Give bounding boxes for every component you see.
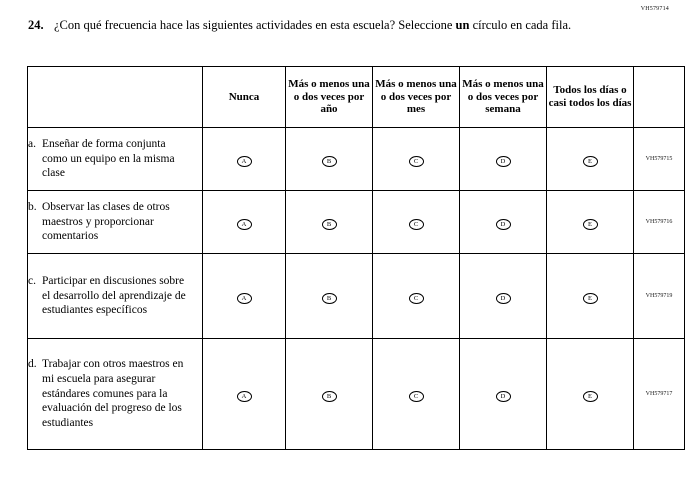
row-b-label: b. xyxy=(28,200,37,213)
row-c-option-4[interactable] xyxy=(460,254,547,339)
header-option-ano: Más o menos una o dos veces por año xyxy=(286,67,373,128)
radio-bubble-d2[interactable]: B xyxy=(322,391,337,402)
table-row xyxy=(28,128,685,191)
row-c-option-3[interactable] xyxy=(373,254,460,339)
radio-bubble-b4[interactable]: D xyxy=(496,219,511,230)
row-a-text: Enseñar de forma conjunta como un equipo en la misma clase xyxy=(42,137,175,180)
radio-bubble-a4[interactable]: D xyxy=(496,156,511,167)
row-b-text: Observar las clases de otros maestros y proporcionar comentarios xyxy=(42,200,170,243)
header-item-column xyxy=(28,67,203,128)
row-c-option-2[interactable] xyxy=(286,254,373,339)
table-row xyxy=(28,339,685,450)
row-b-id: VH579716 xyxy=(634,191,685,254)
row-b-option-2[interactable] xyxy=(286,191,373,254)
radio-bubble-a2[interactable]: B xyxy=(322,156,337,167)
row-d-label: d. xyxy=(28,358,37,371)
response-grid xyxy=(27,66,685,450)
header-id-column xyxy=(634,67,685,128)
row-b-option-1[interactable] xyxy=(203,191,286,254)
row-a-id: VH579715 xyxy=(634,128,685,191)
question-text xyxy=(54,18,571,34)
row-a-option-5[interactable] xyxy=(547,128,634,191)
radio-bubble-d3[interactable]: C xyxy=(409,391,424,402)
header-option-semana: Más o menos una o dos veces por semana xyxy=(460,67,547,128)
radio-bubble-c1[interactable]: A xyxy=(237,293,252,304)
radio-bubble-c3[interactable]: C xyxy=(409,293,424,304)
row-d-item xyxy=(28,339,203,450)
radio-bubble-b1[interactable]: A xyxy=(237,219,252,230)
radio-bubble-d5[interactable]: E xyxy=(583,391,598,402)
question-prompt xyxy=(28,18,628,34)
grid-header xyxy=(28,67,685,128)
table-row xyxy=(28,254,685,339)
row-a-option-2[interactable] xyxy=(286,128,373,191)
row-d-option-3[interactable] xyxy=(373,339,460,450)
row-c-option-5[interactable] xyxy=(547,254,634,339)
table-row xyxy=(28,191,685,254)
radio-bubble-c4[interactable]: D xyxy=(496,293,511,304)
radio-bubble-c5[interactable]: E xyxy=(583,293,598,304)
row-d-option-4[interactable] xyxy=(460,339,547,450)
row-a-option-1[interactable] xyxy=(203,128,286,191)
header-option-mes: Más o menos una o dos veces por mes xyxy=(373,67,460,128)
header-option-nunca: Nunca xyxy=(203,67,286,128)
row-b-option-4[interactable] xyxy=(460,191,547,254)
row-d-option-5[interactable] xyxy=(547,339,634,450)
row-c-id: VH579719 xyxy=(634,254,685,339)
row-c-label: c. xyxy=(28,274,36,287)
radio-bubble-a5[interactable]: E xyxy=(583,156,598,167)
radio-bubble-a3[interactable]: C xyxy=(409,156,424,167)
question-number: 24. xyxy=(28,18,44,32)
radio-bubble-b3[interactable]: C xyxy=(409,219,424,230)
row-b-option-3[interactable] xyxy=(373,191,460,254)
question-text-bold: un xyxy=(455,18,470,32)
row-d-text: Trabajar con otros maestros en mi escuela para asegurar estándares comunes para la evaluación del progreso de los estudiantes xyxy=(42,358,184,430)
question-text-part2: círculo en cada fila. xyxy=(469,18,572,32)
radio-bubble-a1[interactable]: A xyxy=(237,156,252,167)
header-row xyxy=(28,67,685,128)
row-d-option-2[interactable] xyxy=(286,339,373,450)
question-text-part1: ¿Con qué frecuencia hace las siguientes actividades en esta escuela? Seleccione xyxy=(54,18,456,32)
row-d-option-1[interactable] xyxy=(203,339,286,450)
row-d-id: VH579717 xyxy=(634,339,685,450)
row-a-option-3[interactable] xyxy=(373,128,460,191)
radio-bubble-b2[interactable]: B xyxy=(322,219,337,230)
row-a-label: a. xyxy=(28,137,36,150)
radio-bubble-b5[interactable]: E xyxy=(583,219,598,230)
radio-bubble-c2[interactable]: B xyxy=(322,293,337,304)
row-b-item xyxy=(28,191,203,254)
header-option-dias: Todos los días o casi todos los días xyxy=(547,67,634,128)
row-a-item xyxy=(28,128,203,191)
radio-bubble-d1[interactable]: A xyxy=(237,391,252,402)
row-b-option-5[interactable] xyxy=(547,191,634,254)
row-c-text: Participar en discusiones sobre el desarrollo del aprendizaje de estudiantes específicos xyxy=(42,274,186,317)
row-c-option-1[interactable] xyxy=(203,254,286,339)
radio-bubble-d4[interactable]: D xyxy=(496,391,511,402)
row-a-option-4[interactable] xyxy=(460,128,547,191)
grid-body xyxy=(28,128,685,450)
row-c-item xyxy=(28,254,203,339)
page-identifier: VH579714 xyxy=(640,6,669,12)
